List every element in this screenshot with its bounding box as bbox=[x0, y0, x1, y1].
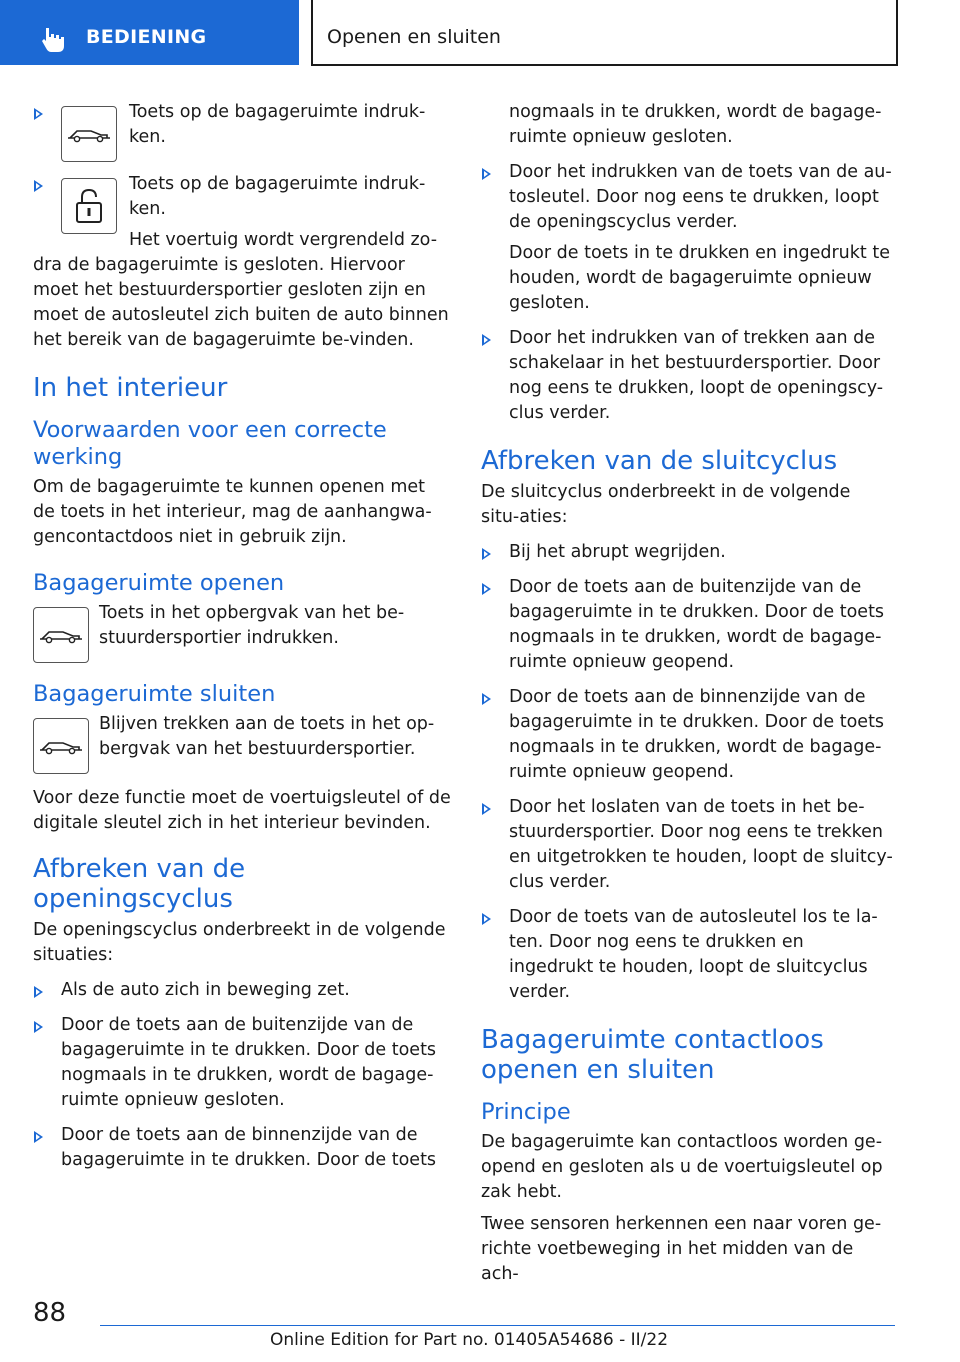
page-number: 88 bbox=[33, 1298, 67, 1328]
section-label: BEDIENING bbox=[86, 26, 207, 48]
list-item: Als de auto zich in beweging zet. bbox=[33, 978, 451, 1003]
list-item: Door de toets aan de buitenzijde van de bagageruimte in te drukken. Door de toets nogmaals in te drukken, wordt de bagage-ruimte opnieuw gesloten. bbox=[33, 1013, 451, 1113]
trunk-button-icon bbox=[61, 106, 117, 162]
car-trunk-icon bbox=[67, 124, 111, 144]
subsection-heading: Voorwaarden voor een correcte werking bbox=[33, 417, 387, 470]
section-tab bbox=[0, 0, 299, 65]
footer-rule bbox=[100, 1325, 895, 1326]
breadcrumb-label: Openen en sluiten bbox=[327, 26, 501, 48]
car-trunk-icon bbox=[39, 736, 83, 756]
list-item-text: Toets op de bagageruimte indruk-ken. bbox=[129, 174, 426, 219]
list-item: Bij het abrupt wegrijden. bbox=[481, 540, 893, 565]
section-heading: Afbreken van de openingscyclus bbox=[33, 854, 246, 914]
subsection-heading: Bagageruimte sluiten bbox=[33, 681, 276, 707]
list-item: Door het loslaten van de toets in het be-stuurdersportier. Door nog eens te trekken en uitgetrokken te houden, loopt de sluitcy-clus verder. bbox=[481, 795, 893, 895]
paragraph: Twee sensoren herkennen een naar voren ge-richte voetbeweging in het midden van de ach- bbox=[481, 1214, 882, 1284]
edition-text: Online Edition for Part no. 01405A54686 - II/22 bbox=[270, 1330, 669, 1350]
icon-paragraph bbox=[33, 712, 451, 778]
list-item: Door de toets aan de binnenzijde van de bagageruimte in te drukken. Door de toets bbox=[33, 1123, 451, 1173]
lock-icon bbox=[74, 187, 104, 225]
icon-paragraph bbox=[33, 601, 451, 667]
list-item-continuation: Het voertuig wordt vergrendeld zo- bbox=[129, 230, 438, 250]
list-item-continuation: nogmaals in te drukken, wordt de bagage-ruimte opnieuw gesloten. bbox=[509, 102, 882, 147]
subsection-heading: Principe bbox=[481, 1099, 571, 1125]
list-item: Door het indrukken van de toets van de au-tosleutel. Door nog eens te drukken, loopt de openingscyclus verder. bbox=[481, 160, 893, 235]
left-column bbox=[33, 100, 451, 1180]
right-column bbox=[481, 100, 893, 1294]
list-item-continuation: Door de toets in te drukken en ingedrukt te houden, wordt de bagageruimte opnieuw gesloten. bbox=[509, 243, 890, 313]
paragraph: dra de bagageruimte is gesloten. Hiervoor moet het bestuurdersportier gesloten zijn en moet de autosleutel zich buiten de auto binnen het bereik van de bagageruimte be-vinden. bbox=[33, 255, 449, 350]
section-heading: In het interieur bbox=[33, 373, 228, 403]
paragraph: Blijven trekken aan de toets in het op-bergvak van het bestuurdersportier. bbox=[99, 714, 435, 759]
paragraph: Toets in het opbergvak van het be-stuurdersportier indrukken. bbox=[99, 603, 405, 648]
list-item: Door de toets aan de buitenzijde van de bagageruimte in te drukken. Door de toets nogmaals in te drukken, wordt de bagage-ruimte opnieuw geopend. bbox=[481, 575, 893, 675]
paragraph: Voor deze functie moet de voertuigsleutel of de digitale sleutel zich in het interieur bevinden. bbox=[33, 788, 451, 833]
section-heading: Afbreken van de sluitcyclus bbox=[481, 446, 838, 476]
car-trunk-icon bbox=[39, 625, 83, 645]
list-item: Door het indrukken van of trekken aan de schakelaar in het bestuurdersportier. Door nog eens te drukken, loopt de openingscy-clus verder. bbox=[481, 326, 893, 426]
paragraph: De bagageruimte kan contactloos worden ge-opend en gesloten als u de voertuigsleutel op zak hebt. bbox=[481, 1132, 883, 1202]
paragraph: De openingscyclus onderbreekt in de volgende situaties: bbox=[33, 920, 446, 965]
list-item: Door de toets van de autosleutel los te la-ten. Door nog eens te drukken en ingedrukt te houden, loopt de sluitcyclus verder. bbox=[481, 905, 893, 1005]
list-item: Door de toets aan de binnenzijde van de bagageruimte in te drukken. Door de toets nogmaals in te drukken, wordt de bagage-ruimte opnieuw geopend. bbox=[481, 685, 893, 785]
trunk-button-icon bbox=[33, 718, 89, 774]
breadcrumb bbox=[311, 0, 898, 66]
paragraph: De sluitcyclus onderbreekt in de volgende situ-aties: bbox=[481, 482, 851, 527]
paragraph: Om de bagageruimte te kunnen openen met de toets in het interieur, mag de aanhangwa-gencontactdoos niet in gebruik zijn. bbox=[33, 477, 432, 547]
list-item-text: Toets op de bagageruimte indruk-ken. bbox=[129, 102, 426, 147]
section-heading: Bagageruimte contactloos openen en sluiten bbox=[481, 1025, 824, 1085]
trunk-button-icon bbox=[33, 607, 89, 663]
lock-button-icon bbox=[61, 178, 117, 234]
list-item bbox=[33, 172, 451, 253]
hand-pointer-icon bbox=[40, 26, 68, 54]
list-item bbox=[33, 100, 451, 162]
subsection-heading: Bagageruimte openen bbox=[33, 570, 285, 596]
